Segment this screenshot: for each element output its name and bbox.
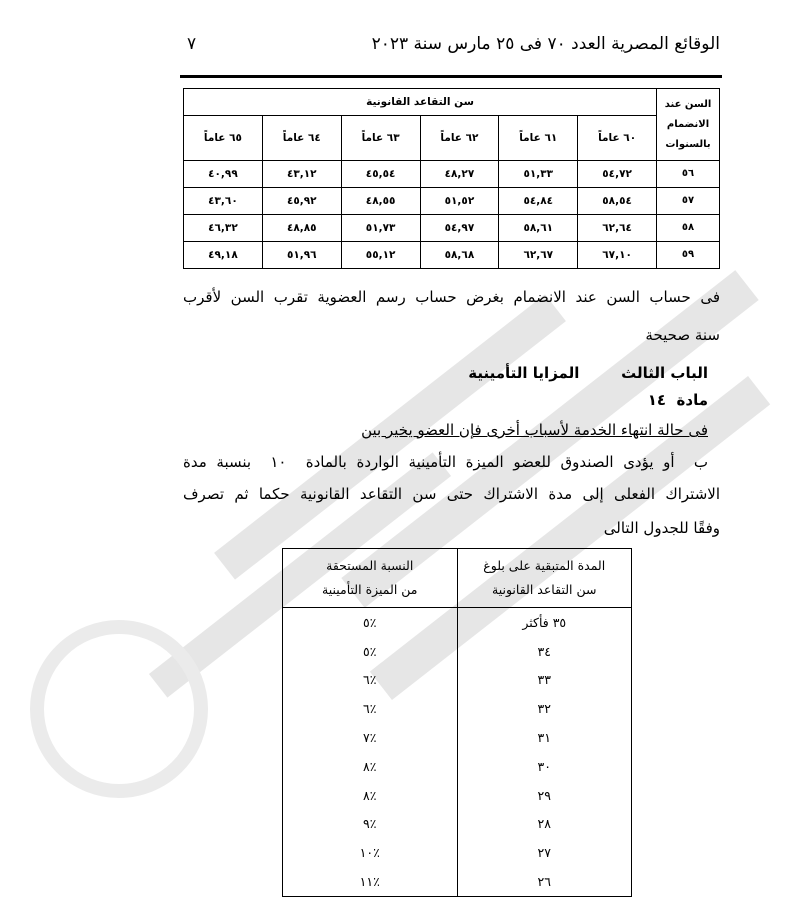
header-line: النسبة المستحقة	[326, 558, 414, 573]
column-header-percent	[283, 549, 458, 608]
value-cell: ٤٣,١٢	[262, 161, 341, 188]
value-cell: ٥٨,٦٨	[420, 242, 499, 269]
header-line: المدة المتبقية على بلوغ	[483, 558, 606, 573]
column-header: ٦٥ عاماً	[184, 116, 263, 161]
value-cell: ٥٨,٥٤	[578, 188, 657, 215]
table-row	[184, 161, 720, 188]
table-row	[283, 694, 632, 723]
value-cell: ٥١,٧٣	[341, 215, 420, 242]
age-cell: ٥٦	[657, 161, 720, 188]
remaining-cell: ٣٠	[457, 752, 632, 781]
column-header: ٦١ عاماً	[499, 116, 578, 161]
column-header: ٦٣ عاماً	[341, 116, 420, 161]
value-cell: ٤٥,٥٤	[341, 161, 420, 188]
value-cell: ٤٨,٥٥	[341, 188, 420, 215]
percent-cell: ٪١١	[283, 867, 458, 896]
table-row	[283, 637, 632, 666]
header-title: الوقائع المصرية العدد ٧٠ فى ٢٥ مارس سنة ٢٠٢٣	[371, 34, 720, 54]
age-cell: ٥٧	[657, 188, 720, 215]
remaining-cell: ٣٤	[457, 637, 632, 666]
row-header: السن عند الانضمام بالسنوات	[657, 89, 720, 161]
header-line: سن التقاعد القانونية	[492, 582, 597, 597]
value-cell: ٥٤,٩٧	[420, 215, 499, 242]
paragraph-line: الاشتراك الفعلى إلى مدة الاشتراك حتى سن التقاعد القانونية حكما ثم تصرف	[183, 485, 720, 503]
column-header: ٦٢ عاماً	[420, 116, 499, 161]
value-cell: ٥٨,٦١	[499, 215, 578, 242]
percent-cell: ٪٩	[283, 810, 458, 839]
article-heading: مادة ١٤	[647, 391, 708, 409]
percent-cell: ٪١٠	[283, 838, 458, 867]
column-header: ٦٠ عاماً	[578, 116, 657, 161]
retirement-age-table	[183, 88, 720, 269]
table-row	[283, 867, 632, 896]
value-cell: ٤٨,٨٥	[262, 215, 341, 242]
remaining-cell: ٢٩	[457, 781, 632, 810]
percent-cell: ٪٦	[283, 694, 458, 723]
percent-cell: ٪٨	[283, 752, 458, 781]
remaining-cell: ٣٢	[457, 694, 632, 723]
header-rule	[180, 75, 722, 78]
table-row	[283, 752, 632, 781]
table-row	[184, 242, 720, 269]
benefit-percentage-table	[282, 548, 632, 897]
value-cell: ٤٣,٦٠	[184, 188, 263, 215]
table-row	[283, 723, 632, 752]
value-cell: ٤٥,٩٢	[262, 188, 341, 215]
percent-cell: ٪٥	[283, 608, 458, 637]
value-cell: ٥١,٩٦	[262, 242, 341, 269]
page-header	[183, 34, 720, 58]
remaining-cell: ٣٥ فأكثر	[457, 608, 632, 637]
table-row	[283, 781, 632, 810]
table-row	[184, 188, 720, 215]
value-cell: ٥٥,١٢	[341, 242, 420, 269]
value-cell: ٦٢,٦٧	[499, 242, 578, 269]
underlined-clause: فى حالة انتهاء الخدمة لأسباب أخرى فإن العضو يخير بين	[361, 421, 708, 439]
value-cell: ٦٧,١٠	[578, 242, 657, 269]
remaining-cell: ٢٨	[457, 810, 632, 839]
watermark-seal	[30, 620, 208, 798]
percent-cell: ٪٦	[283, 666, 458, 695]
percent-cell: ٪٨	[283, 781, 458, 810]
group-header: سن التقاعد القانونية	[184, 89, 657, 116]
note-line: فى حساب السن عند الانضمام بغرض حساب رسم العضوية تقرب السن لأقرب	[183, 288, 720, 306]
table-row	[283, 810, 632, 839]
column-header: ٦٤ عاماً	[262, 116, 341, 161]
value-cell: ٥٤,٧٢	[578, 161, 657, 188]
table-row	[283, 666, 632, 695]
value-cell: ٤٦,٣٢	[184, 215, 263, 242]
value-cell: ٤٠,٩٩	[184, 161, 263, 188]
paragraph-line: وفقًا للجدول التالى	[603, 519, 720, 537]
remaining-cell: ٢٦	[457, 867, 632, 896]
table-row	[283, 838, 632, 867]
value-cell: ٥١,٥٢	[420, 188, 499, 215]
value-cell: ٥١,٣٣	[499, 161, 578, 188]
age-cell: ٥٨	[657, 215, 720, 242]
paragraph-line: ب أو يؤدى الصندوق للعضو الميزة التأمينية الواردة بالمادة ١٠ بنسبة مدة	[183, 453, 708, 471]
percent-cell: ٪٥	[283, 637, 458, 666]
value-cell: ٤٩,١٨	[184, 242, 263, 269]
remaining-cell: ٣٣	[457, 666, 632, 695]
value-cell: ٦٢,٦٤	[578, 215, 657, 242]
page-number: ٧	[187, 34, 197, 54]
table-row	[184, 215, 720, 242]
column-header-remaining	[457, 549, 632, 608]
chapter-heading: الباب الثالث المزايا التأمينية	[468, 364, 708, 382]
value-cell: ٤٨,٢٧	[420, 161, 499, 188]
value-cell: ٥٤,٨٤	[499, 188, 578, 215]
table-row	[283, 608, 632, 637]
remaining-cell: ٢٧	[457, 838, 632, 867]
remaining-cell: ٣١	[457, 723, 632, 752]
age-cell: ٥٩	[657, 242, 720, 269]
header-line: من الميزة التأمينية	[322, 582, 418, 597]
note-line: سنة صحيحة	[645, 326, 720, 344]
percent-cell: ٪٧	[283, 723, 458, 752]
